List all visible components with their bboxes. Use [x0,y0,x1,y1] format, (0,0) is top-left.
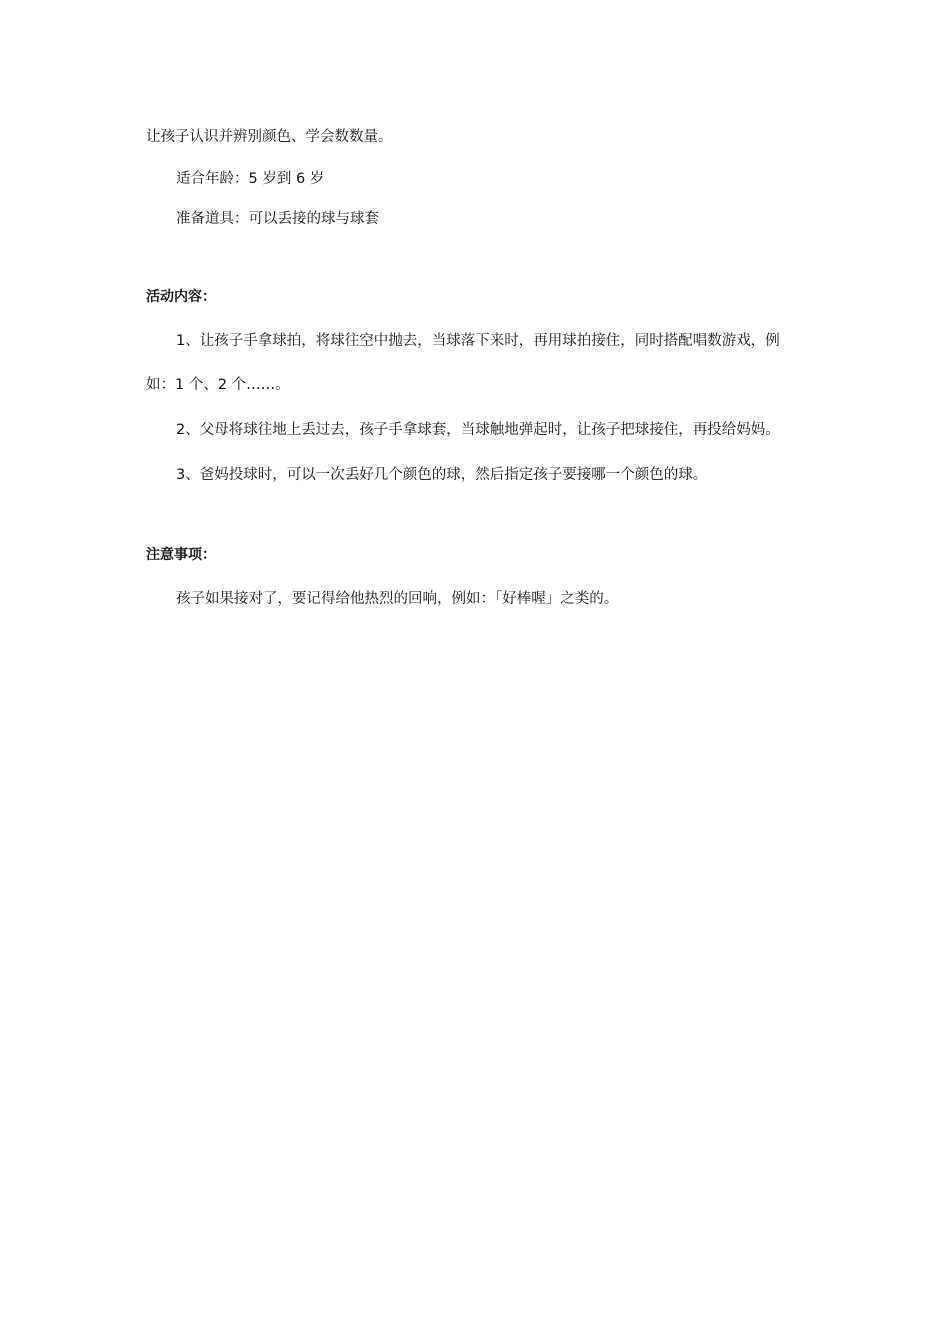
notes-heading [146,545,216,565]
purpose-line [146,127,393,147]
step-2-number: 2 [176,422,186,438]
activity-heading [146,287,216,307]
age-line [176,169,324,189]
notes-text: 孩子如果接对了，要记得给他热烈的回响，例如：「好棒喔」之类的。 [176,591,619,607]
step-3-number: 3 [176,467,186,483]
age-from: 5 [248,171,258,187]
step-1-number: 1 [176,333,186,349]
age-end: 岁 [305,171,325,187]
purpose-text: 让孩子认识并辨别颜色、学会数数量。 [146,129,393,145]
step-1-cont-a: 如： [146,377,175,393]
step-3-text: 、爸妈投球时，可以一次丢好几个颜色的球，然后指定孩子要接哪一个颜色的球。 [185,467,708,483]
age-to: 6 [295,171,306,187]
age-label: 适合年龄： [176,171,249,187]
props-line [176,209,379,229]
step-1-cont-b: 个、 [184,377,218,393]
step-1-line [176,331,780,351]
step-2-line [176,420,780,440]
step-1-cont-n2: 2 [217,377,228,393]
step-1-continuation [146,375,290,395]
activity-heading-text: 活动内容： [146,289,216,305]
step-2-text: 、父母将球往地上丢过去，孩子手拿球套，当球触地弹起时，让孩子把球接住，再投给妈妈。 [185,422,780,438]
props-text: 准备道具：可以丢接的球与球套 [176,211,379,227]
step-1-cont-n1: 1 [175,377,185,393]
step-3-line [176,465,707,485]
age-mid: 岁到 [257,171,296,187]
step-1-text: 、让孩子手拿球拍，将球往空中抛去，当球落下来时，再用球拍接住，同时搭配唱数游戏，例 [185,333,780,349]
step-1-cont-c: 个……。 [227,377,290,393]
notes-line [176,589,618,609]
notes-heading-text: 注意事项： [146,547,216,563]
